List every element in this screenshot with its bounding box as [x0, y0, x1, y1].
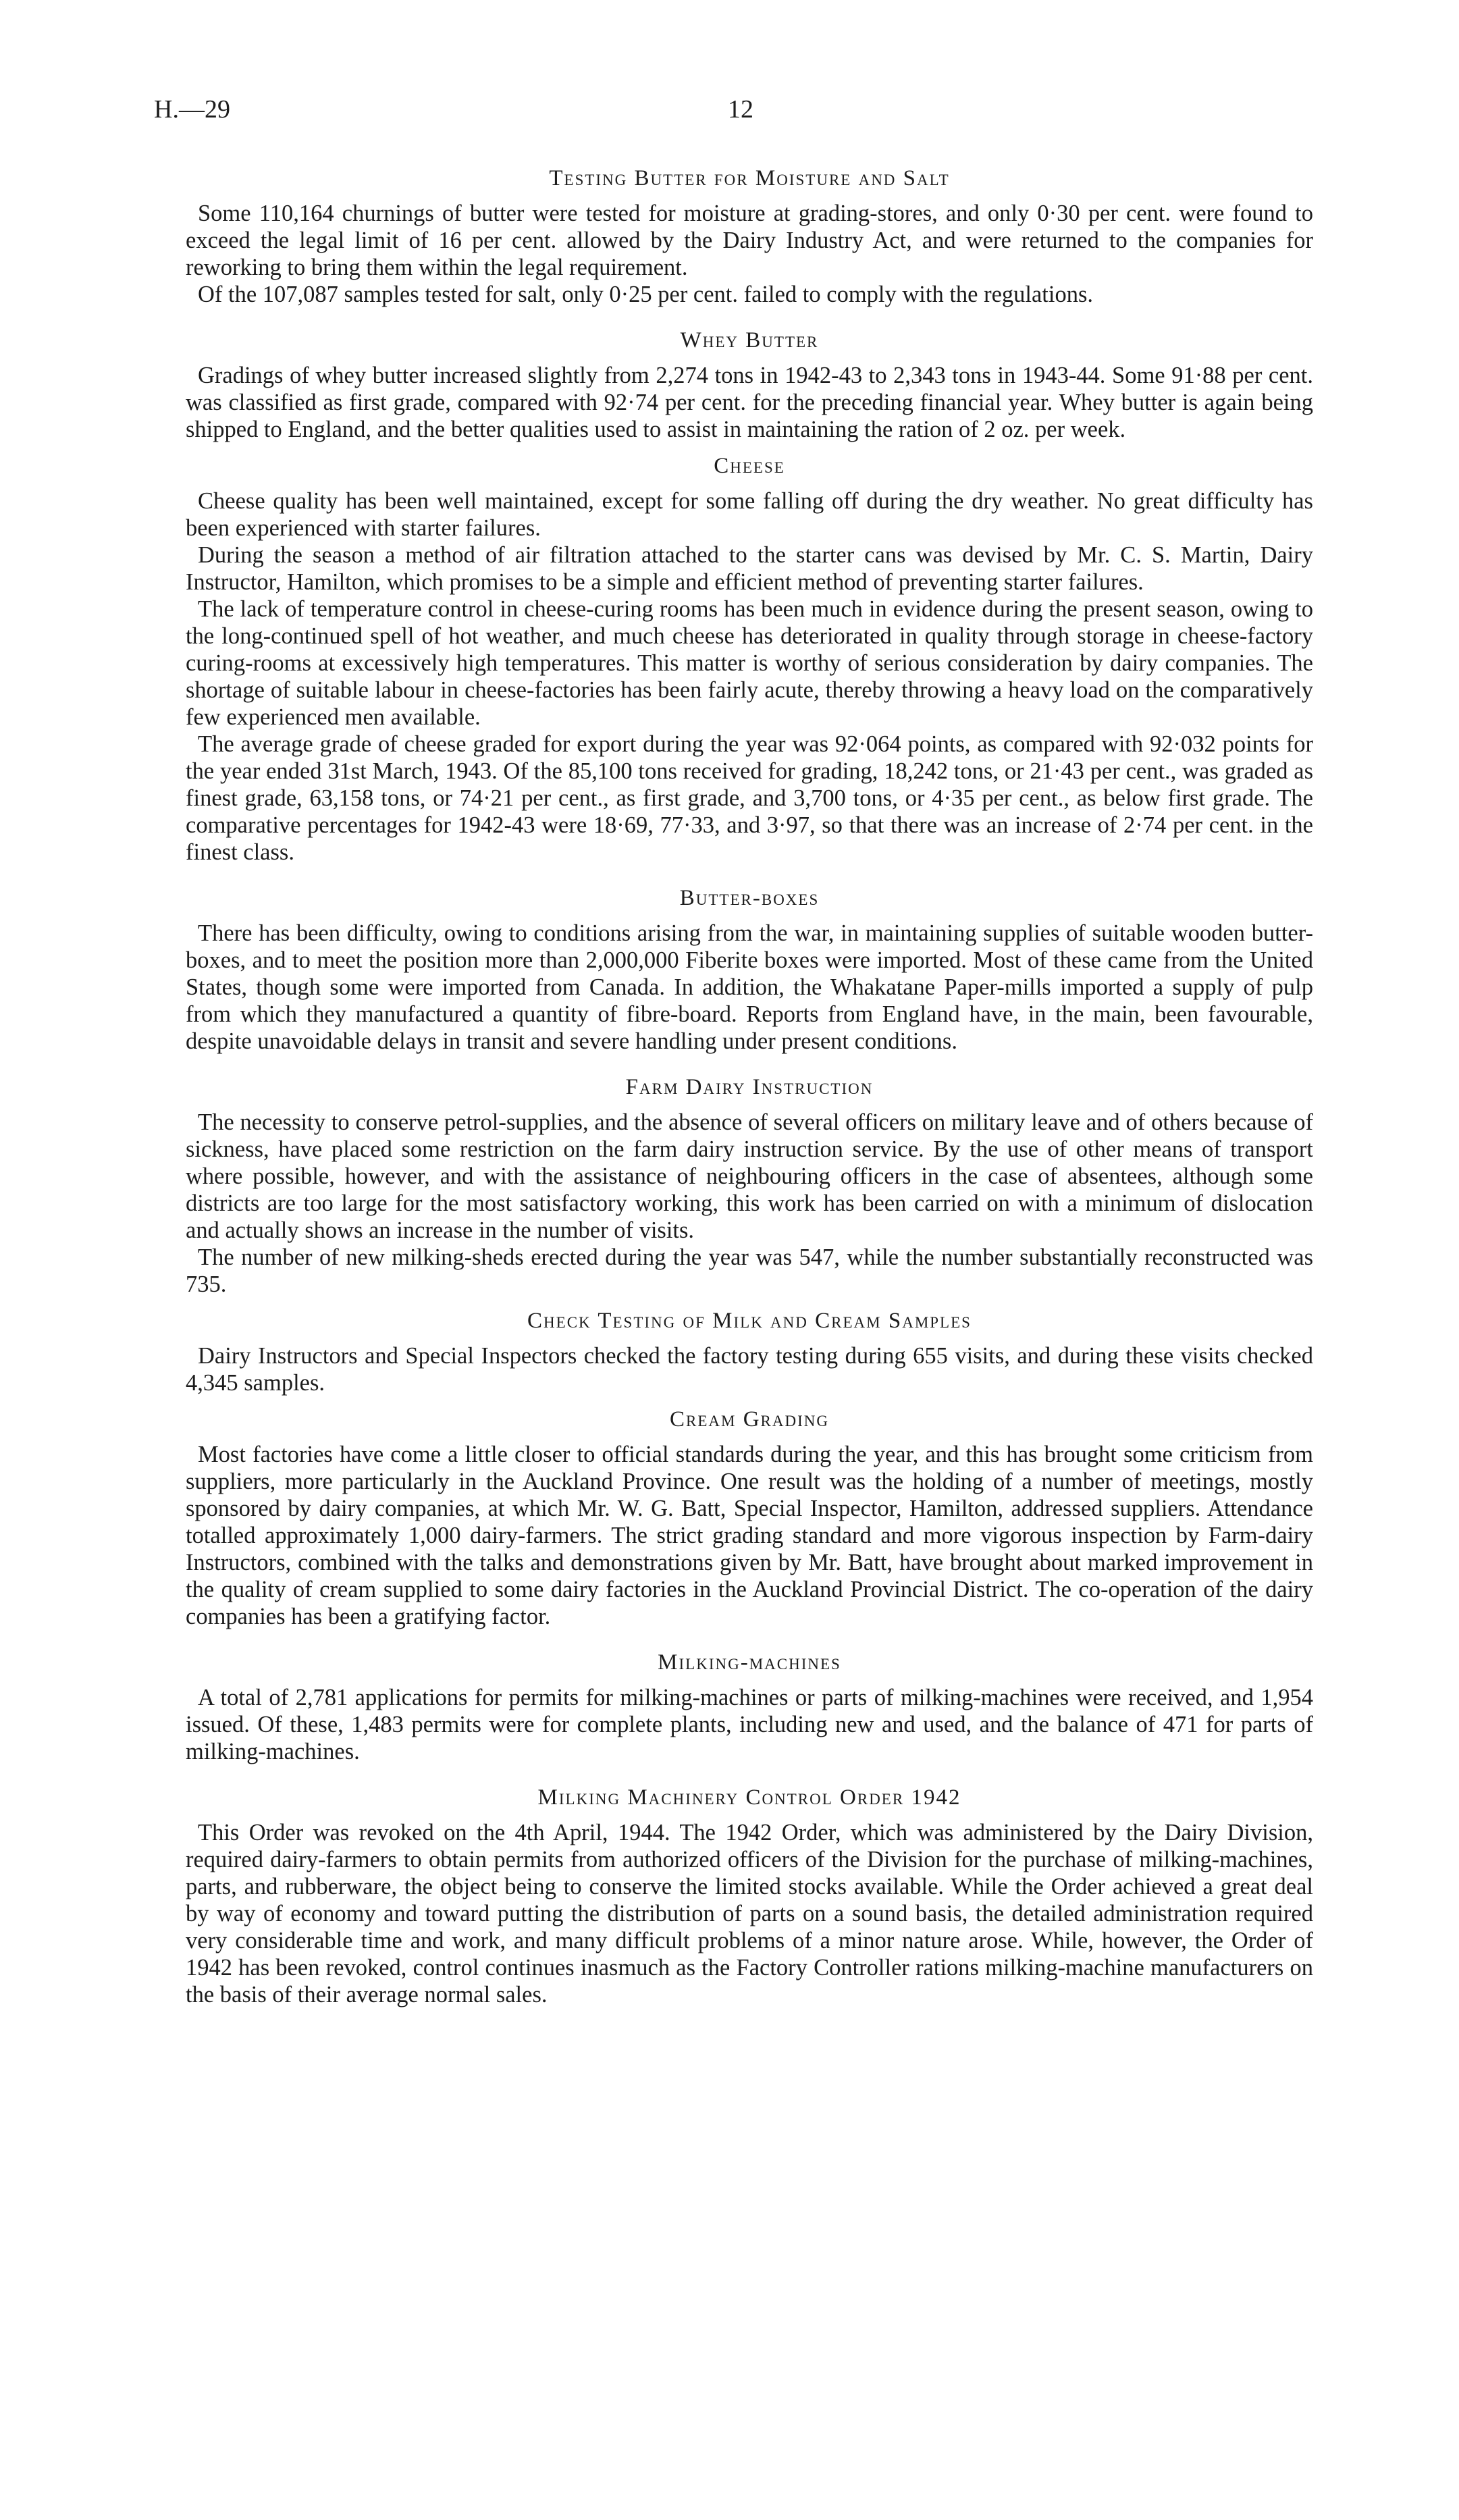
paragraph: The necessity to conserve petrol-supplies, and the absence of several officers on military leave and of others because of sickness, have placed some restriction on the farm dairy instruction service. By the use of other means of transport where possible, however, and with the assistance of neighbouring officers in the case of absentees, although some districts are too large for the most satisfactory working, this work has been carried on with a minimum of dislocation and actually shows an increase in the number of visits.: [186, 1109, 1313, 1243]
section-milking-machinery-control-order: [186, 1784, 1313, 2008]
paragraph: The lack of temperature control in cheese-curing rooms has been much in evidence during the present season, owing to the long-continued spell of hot weather, and much cheese has deteriorated in quality through storage in cheese-factory curing-rooms at excessively high temperatures. This matter is worthy of serious consideration by dairy companies. The shortage of suitable labour in cheese-factories has been fairly acute, thereby throwing a heavy load on the comparatively few experienced men available.: [186, 596, 1313, 730]
section-farm-dairy-instruction: [186, 1074, 1313, 1298]
paragraph: Gradings of whey butter increased slightly from 2,274 tons in 1942-43 to 2,343 tons in 1943-44. Some 91·88 per cent. was classified as first grade, compared with 92·74 per cent. for the preceding financial year. Whey butter is again being shipped to England, and the better qualities used to assist in maintaining the ration of 2 oz. per week.: [186, 363, 1313, 442]
section-whey-butter: [186, 327, 1313, 443]
section-title: Testing Butter for Moisture and Salt: [549, 166, 950, 190]
paragraph: Most factories have come a little closer to official standards during the year, and this has brought some criticism from suppliers, more particularly in the Auckland Province. One result was the holding of a number of meetings, mostly sponsored by dairy companies, at which Mr. W. G. Batt, Special Inspector, Hamilton, addressed suppliers. Attendance totalled approximately 1,000 dairy-farmers. The strict grading standard and more vigorous inspection by Farm-dairy Instructors, combined with the talks and demonstrations given by Mr. Batt, have brought about marked improvement in the quality of cream supplied to some dairy factories in the Auckland Provincial District. The co-operation of the dairy companies has been a gratifying factor.: [186, 1442, 1313, 1629]
section-title: Check Testing of Milk and Cream Samples: [527, 1309, 972, 1333]
paragraph: Dairy Instructors and Special Inspectors checked the factory testing during 655 visits, and during these visits checked 4,345 samples.: [186, 1343, 1313, 1396]
paragraph: During the season a method of air filtration attached to the starter cans was devised by Mr. C. S. Martin, Dairy Instructor, Hamilton, which promises to be a simple and efficient method of preventing starter failures.: [186, 542, 1313, 595]
section-cream-grading: [186, 1406, 1313, 1630]
section-title: Farm Dairy Instruction: [625, 1075, 874, 1099]
section-title: Cheese: [714, 454, 785, 478]
section-title: Milking-machines: [658, 1650, 841, 1675]
paragraph: Of the 107,087 samples tested for salt, only 0·25 per cent. failed to comply with the regulations.: [198, 282, 1094, 307]
report-reference: H.—29: [154, 95, 230, 124]
paragraph: Some 110,164 churnings of butter were tested for moisture at grading-stores, and only 0·30 per cent. were found to exceed the legal limit of 16 per cent. allowed by the Dairy Industry Act, and were returned to the companies for reworking to bring them within the legal requirement.: [186, 201, 1313, 280]
paragraph: This Order was revoked on the 4th April, 1944. The 1942 Order, which was administered by the Dairy Division, required dairy-farmers to obtain permits from authorized officers of the Division for the purchase of milking-machines, parts, and rubberware, the object being to conserve the limited stocks available. While the Order achieved a great deal by way of economy and toward putting the distribution of parts on a sound basis, the detailed administration required very considerable time and work, and many difficult problems of a minor nature arose. While, however, the Order of 1942 has been revoked, control continues inasmuch as the Factory Controller rations milking-machine manufacturers on the basis of their average normal sales.: [186, 1820, 1313, 2007]
paragraph: Cheese quality has been well maintained, except for some falling off during the dry weather. No great difficulty has been experienced with starter failures.: [186, 488, 1313, 541]
section-title: Cream Grading: [670, 1407, 829, 1432]
paragraph: The average grade of cheese graded for export during the year was 92·064 points, as compared with 92·032 points for the year ended 31st March, 1943. Of the 85,100 tons received for grading, 18,242 tons, or 21·43 per cent., was graded as finest grade, 63,158 tons, or 74·21 per cent., as first grade, and 3,700 tons, or 4·35 per cent., as below first grade. The comparative percentages for 1942-43 were 18·69, 77·33, and 3·97, so that there was an increase of 2·74 per cent. in the finest class.: [186, 731, 1313, 865]
page-body: [186, 154, 1313, 2008]
section-title: Milking Machinery Control Order 1942: [537, 1785, 961, 1810]
section-cheese: [186, 452, 1313, 866]
paragraph: There has been difficulty, owing to conditions arising from the war, in maintaining supplies of suitable wooden butter-boxes, and to meet the position more than 2,000,000 Fiberite boxes were imported. Most of these came from the United States, though some were imported from Canada. In addition, the Whakatane Paper-mills imported a supply of pulp from which they manufactured a quantity of fibre-board. Reports from England have, in the main, been favourable, despite unavoidable delays in transit and severe handling under present conditions.: [186, 920, 1313, 1054]
section-title: Whey Butter: [680, 328, 819, 352]
section-title: Butter-boxes: [679, 886, 820, 910]
page-number: 12: [728, 95, 753, 124]
paragraph: The number of new milking-sheds erected during the year was 547, while the number substantially reconstructed was 735.: [186, 1244, 1313, 1297]
section-milking-machines: [186, 1649, 1313, 1765]
page-header: [154, 95, 1315, 135]
section-butter-boxes: [186, 885, 1313, 1055]
paragraph: A total of 2,781 applications for permits for milking-machines or parts of milking-machines were received, and 1,954 issued. Of these, 1,483 permits were for complete plants, including new and used, and the balance of 471 for parts of milking-machines.: [186, 1685, 1313, 1764]
section-check-testing: [186, 1307, 1313, 1396]
section-testing-butter: [186, 165, 1313, 308]
